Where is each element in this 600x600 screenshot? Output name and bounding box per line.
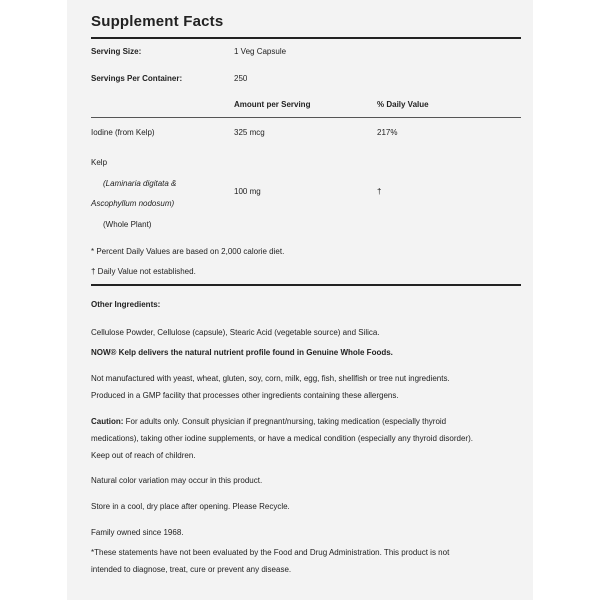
header-divider bbox=[91, 117, 521, 118]
ingredient-name: Kelp bbox=[91, 158, 108, 167]
caution-line: medications), taking other iodine supplements, or have a medical condition (especially any thyroid disorder). bbox=[91, 434, 473, 443]
serving-size-value: 1 Veg Capsule bbox=[234, 47, 287, 56]
other-ingredients-list: Cellulose Powder, Cellulose (capsule), Stearic Acid (vegetable source) and Silica. bbox=[91, 328, 380, 337]
servings-per-container-label: Servings Per Container: bbox=[91, 74, 183, 83]
amount-per-serving-header: Amount per Serving bbox=[234, 100, 311, 109]
allergen-statement: Not manufactured with yeast, wheat, gluten, soy, corn, milk, egg, fish, shellfish or tree nut ingredients. bbox=[91, 374, 450, 383]
fda-disclaimer: intended to diagnose, treat, cure or prevent any disease. bbox=[91, 565, 292, 574]
caution-text: For adults only. Consult physician if pregnant/nursing, taking medication (especially thyroid bbox=[123, 417, 447, 426]
daily-value-header: % Daily Value bbox=[377, 100, 429, 109]
supplement-facts-panel bbox=[67, 0, 533, 600]
ingredient-subline: (Whole Plant) bbox=[103, 220, 152, 229]
fda-disclaimer: *These statements have not been evaluated by the Food and Drug Administration. This product is not bbox=[91, 548, 450, 557]
product-tagline: NOW® Kelp delivers the natural nutrient profile found in Genuine Whole Foods. bbox=[91, 348, 393, 357]
ingredient-amount: 100 mg bbox=[234, 187, 261, 196]
gmp-statement: Produced in a GMP facility that processes other ingredients containing these allergens. bbox=[91, 391, 399, 400]
footnotes-rule bbox=[91, 284, 521, 286]
ingredient-daily-value: † bbox=[377, 187, 382, 196]
ingredient-name: Iodine (from Kelp) bbox=[91, 128, 155, 137]
page-title: Supplement Facts bbox=[91, 13, 224, 30]
ingredient-daily-value: 217% bbox=[377, 128, 398, 137]
ingredient-subline: Ascophyllum nodosum) bbox=[91, 199, 175, 208]
caution-line: Keep out of reach of children. bbox=[91, 451, 196, 460]
family-owned-note: Family owned since 1968. bbox=[91, 528, 184, 537]
ingredient-amount: 325 mcg bbox=[234, 128, 265, 137]
storage-instructions: Store in a cool, dry place after opening. Please Recycle. bbox=[91, 502, 290, 511]
title-rule bbox=[91, 37, 521, 39]
caution-label: Caution: bbox=[91, 417, 124, 426]
other-ingredients-heading: Other Ingredients: bbox=[91, 300, 161, 309]
servings-per-container-value: 250 bbox=[234, 74, 248, 83]
ingredient-subline: (Laminaria digitata & bbox=[103, 179, 177, 188]
footnote-dv-not-established: † Daily Value not established. bbox=[91, 267, 196, 276]
color-variation-note: Natural color variation may occur in this product. bbox=[91, 476, 263, 485]
caution-line bbox=[91, 416, 446, 427]
serving-size-label: Serving Size: bbox=[91, 47, 142, 56]
footnote-percent-dv: * Percent Daily Values are based on 2,000 calorie diet. bbox=[91, 247, 285, 256]
